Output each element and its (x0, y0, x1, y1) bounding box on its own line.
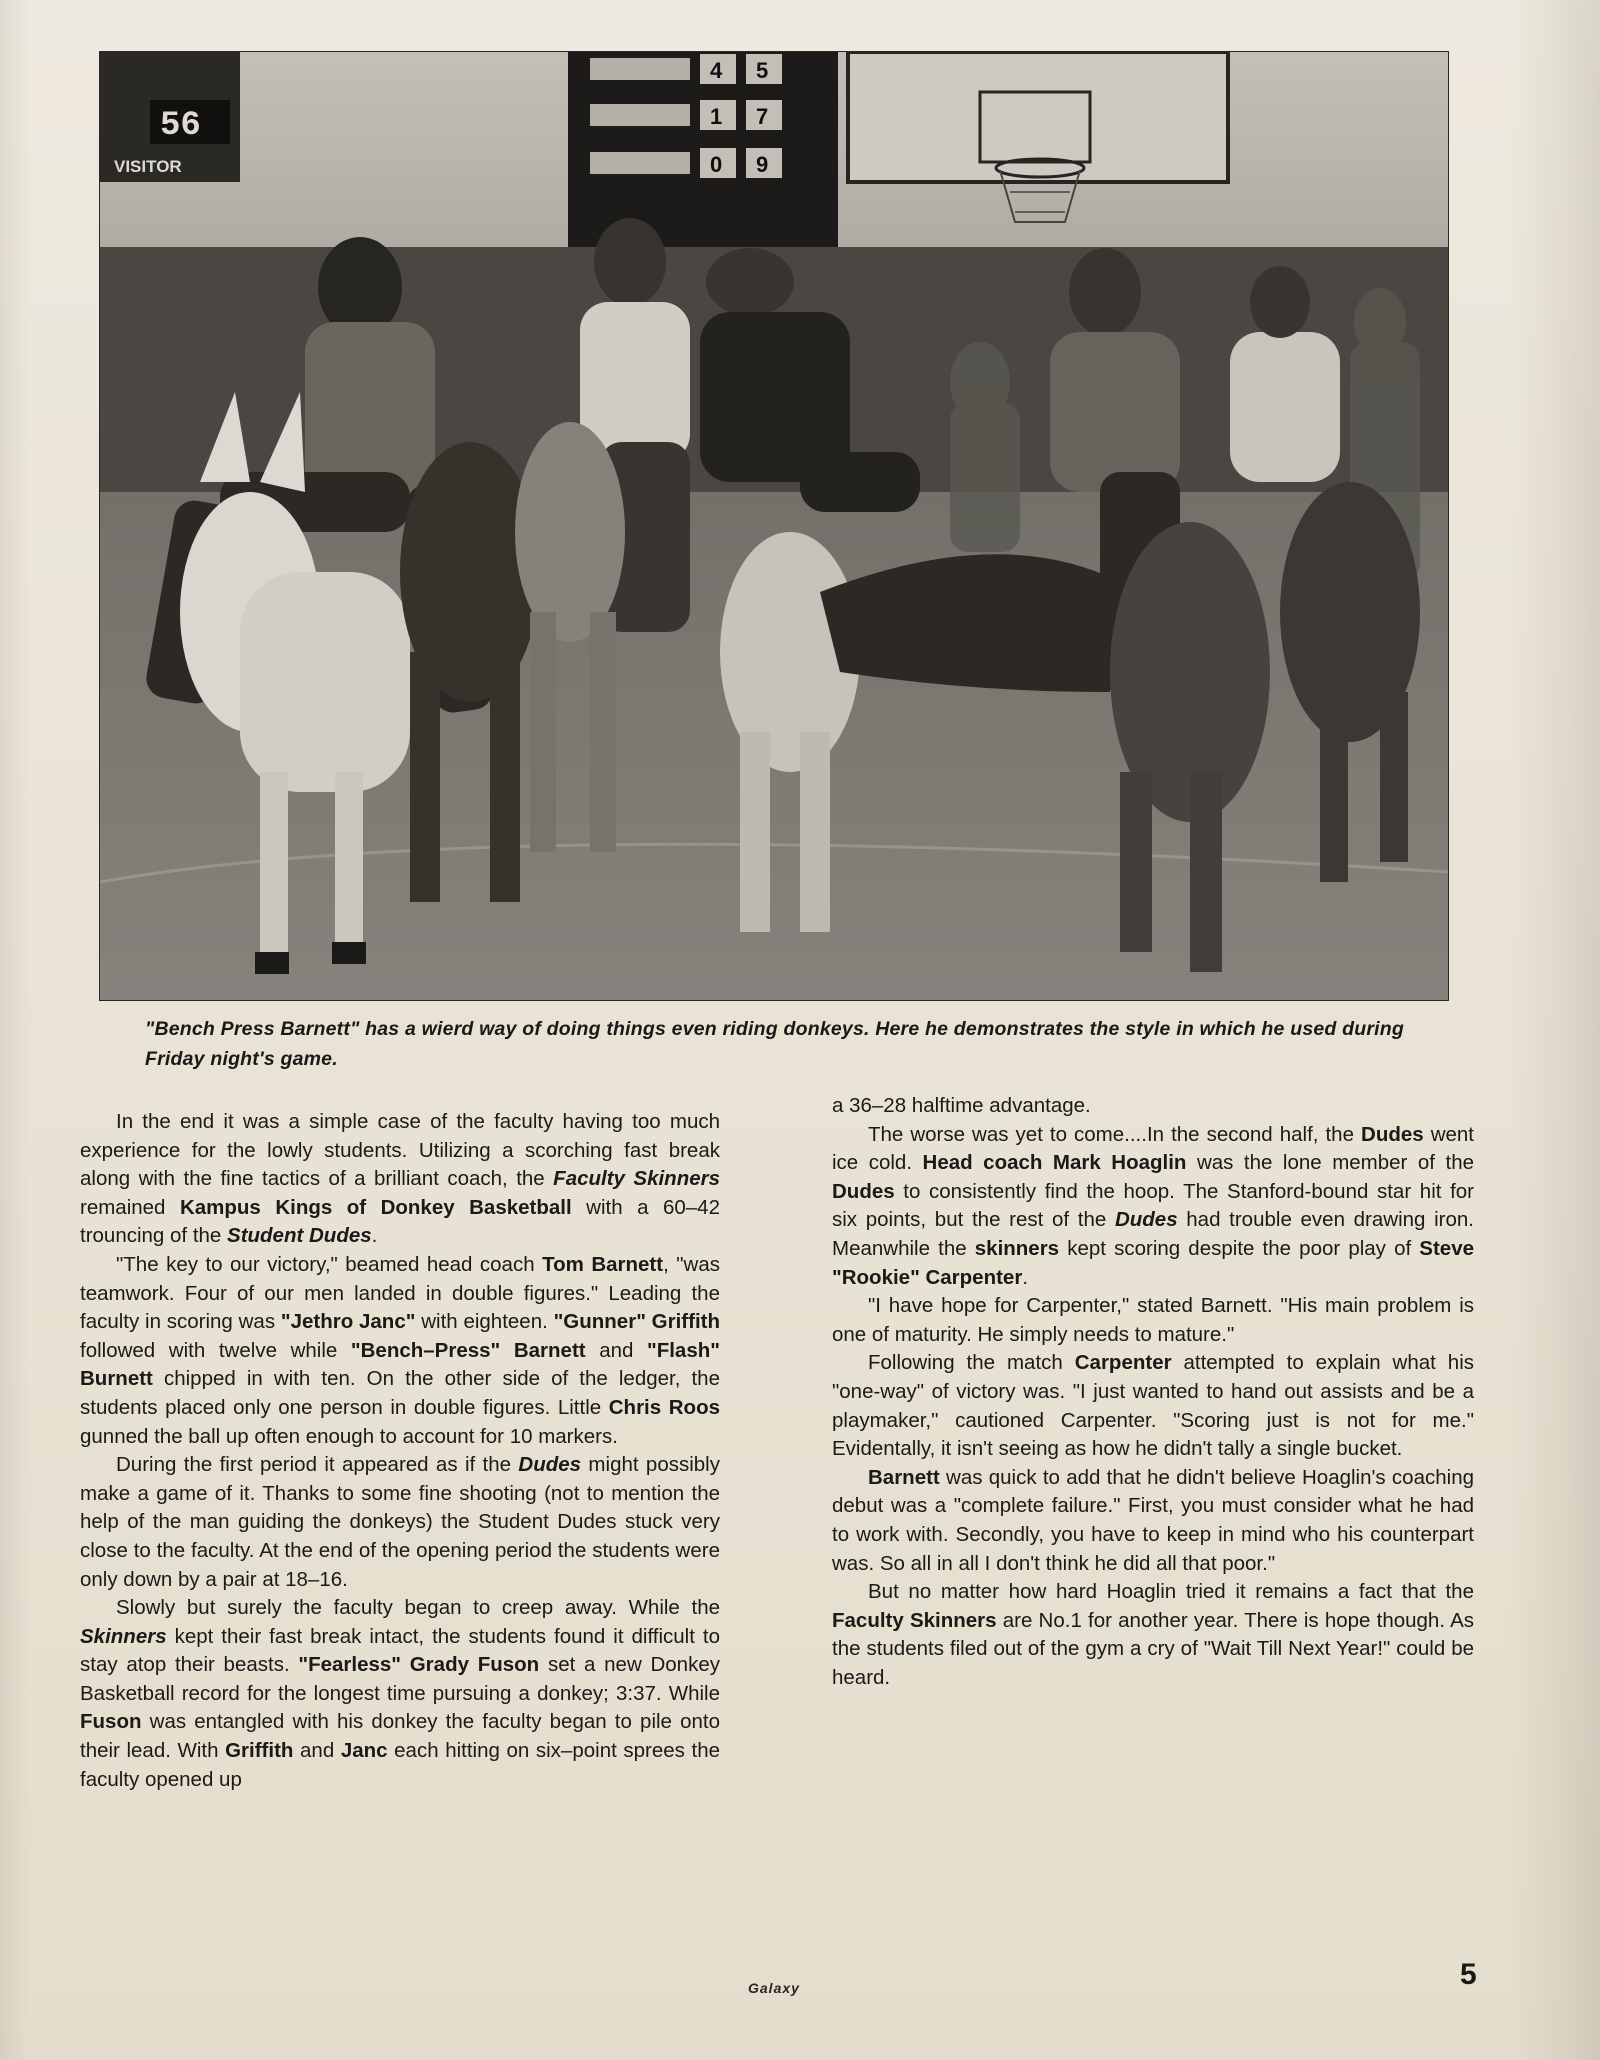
publication-name: Galaxy (748, 1980, 800, 1996)
board-number: 9 (756, 152, 769, 177)
body-text: Following the match (868, 1351, 1075, 1375)
body-text: and (585, 1338, 647, 1362)
board-number: 7 (756, 104, 769, 129)
article-column-left (80, 1108, 720, 1794)
emphasis-text: Head coach Mark Hoaglin (922, 1151, 1187, 1175)
body-text: . (371, 1224, 378, 1248)
article-paragraph (80, 1451, 720, 1594)
emphasis-text: Dudes (1361, 1122, 1424, 1146)
emphasis-text: Carpenter (1074, 1351, 1172, 1375)
emphasis-text: Janc (340, 1739, 388, 1763)
body-text: was the lone member of the (1186, 1151, 1474, 1175)
emphasis-text: Student Dudes (227, 1224, 372, 1248)
body-text: and (293, 1739, 341, 1763)
body-text: In the end it was a simple case of the faculty having too much experience for the lowly students. Utilizing a scorching fast break along with the fine tactics of a brilliant coach, the (80, 1110, 720, 1191)
emphasis-text: skinners (974, 1236, 1060, 1260)
article-paragraph (80, 1594, 720, 1794)
body-text: "I have hope for Carpenter," stated Barnett. "His main problem is one of maturity. He simply needs to mature." (832, 1294, 1474, 1346)
article-column-right (832, 1092, 1474, 1692)
body-text: a 36–28 halftime advantage. (832, 1094, 1091, 1117)
emphasis-text: Steve "Rookie" Carpenter (832, 1236, 1475, 1289)
body-text: went ice cold. (832, 1122, 1474, 1175)
emphasis-text: Tom Barnett (542, 1252, 664, 1276)
body-text: chipped in with ten. On the other side of the ledger, the students placed only one person in double figures. Little (80, 1367, 720, 1419)
body-text: set a new Donkey Basketball record for the longest time pursuing a donkey; 3:37. While (80, 1653, 720, 1705)
emphasis-text: Dudes (518, 1453, 582, 1477)
article-paragraph (832, 1292, 1474, 1349)
emphasis-text: "Flash" Burnett (80, 1338, 720, 1391)
body-text: , "was teamwork. Four of our men landed in double figures." Leading the faculty in scoring was (80, 1252, 720, 1334)
page-edge-shadow-right (1510, 0, 1600, 2060)
board-number: 0 (710, 152, 723, 177)
emphasis-text: Dudes (1114, 1208, 1178, 1232)
article-paragraph (832, 1092, 1474, 1121)
donkey-basketball-photo (100, 52, 1448, 1000)
emphasis-text: Barnett (868, 1465, 940, 1489)
body-text: with eighteen. (415, 1310, 554, 1334)
emphasis-text: "Bench–Press" Barnett (350, 1338, 586, 1362)
article-paragraph (832, 1349, 1474, 1463)
emphasis-text: Faculty Skinners (832, 1608, 997, 1632)
emphasis-text: Griffith (225, 1739, 294, 1763)
board-number: 1 (710, 104, 723, 129)
body-text: remained (80, 1195, 180, 1219)
body-text: was quick to add that he didn't believe Hoaglin's coaching debut was a "complete failure." First, you must consider what he had to work with. Secondly, you have to keep in mind who his counterpart was. So all in all I don't think he did all that poor." (832, 1465, 1474, 1575)
emphasis-text: "Jethro Janc" (280, 1310, 416, 1334)
body-text: The worse was yet to come....In the second half, the (868, 1122, 1362, 1146)
emphasis-text: Kampus Kings of Donkey Basketball (179, 1195, 572, 1219)
page-number: 5 (1460, 1958, 1477, 1991)
scoreboard-label: VISITOR (114, 157, 182, 176)
emphasis-text: "Gunner" Griffith (553, 1310, 720, 1334)
body-text: During the first period it appeared as if the (116, 1453, 519, 1477)
body-text: with a 60–42 trouncing of the (80, 1195, 720, 1248)
page-edge-shadow-left (0, 0, 30, 2060)
body-text: Slowly but surely the faculty began to creep away. While the (116, 1596, 720, 1620)
body-text: was entangled with his donkey the faculty began to pile onto their lead. With (80, 1710, 720, 1763)
article-paragraph (832, 1121, 1474, 1293)
body-text: followed with twelve while (80, 1338, 351, 1362)
article-paragraph (832, 1578, 1474, 1692)
emphasis-text: Skinners (80, 1624, 167, 1648)
body-text: . (1022, 1265, 1029, 1289)
emphasis-text: "Fearless" Grady Fuson (298, 1653, 540, 1677)
body-text: But no matter how hard Hoaglin tried it remains a fact that the (868, 1580, 1474, 1604)
photo-caption: "Bench Press Barnett" has a wierd way of doing things even riding donkeys. Here he demonstrates the style in which he used during Friday night's game. (145, 1018, 1404, 1070)
photo-illustration (100, 52, 1448, 1000)
body-text: each hitting on six–point sprees the faculty opened up (80, 1739, 720, 1791)
body-text: gunned the ball up often enough to account for 10 markers. (80, 1424, 618, 1448)
article-paragraph (832, 1464, 1474, 1578)
board-number: 5 (756, 58, 769, 83)
body-text: kept scoring despite the poor play of (1059, 1236, 1420, 1260)
body-text: are No.1 for another year. There is hope though. As the students filed out of the gym a cry of "Wait Till Next Year!" could be heard. (832, 1608, 1475, 1689)
emphasis-text: Fuson (80, 1710, 142, 1734)
body-text: kept their fast break intact, the students found it difficult to stay atop their beasts. (80, 1624, 720, 1677)
body-text: to consistently find the hoop. The Stanford-bound star hit for six points, but the rest of the (832, 1179, 1474, 1232)
emphasis-text: Faculty Skinners (553, 1167, 720, 1191)
article-paragraph (80, 1251, 720, 1451)
body-text: "The key to our victory," beamed head coach (116, 1252, 543, 1276)
body-text: attempted to explain what his "one-way" of victory was. "I just wanted to hand out assists and be a playmaker," cautioned Carpenter. "Scoring just is not for me." Evidentally, it isn't seeing as how he didn't tally a single bucket. (832, 1351, 1474, 1461)
emphasis-text: Chris Roos (608, 1395, 720, 1419)
scoreboard-score: 56 (160, 107, 201, 145)
emphasis-text: Dudes (832, 1179, 895, 1203)
body-text: had trouble even drawing iron. Meanwhile the (832, 1208, 1474, 1260)
article-paragraph (80, 1108, 720, 1251)
body-text: might possibly make a game of it. Thanks to some fine shooting (not to mention the help of the man guiding the donkeys) the Student Dudes stuck very close to the faculty. At the end of the opening period the students were only down by a pair at 18–16. (80, 1453, 720, 1591)
board-number: 4 (710, 58, 723, 83)
